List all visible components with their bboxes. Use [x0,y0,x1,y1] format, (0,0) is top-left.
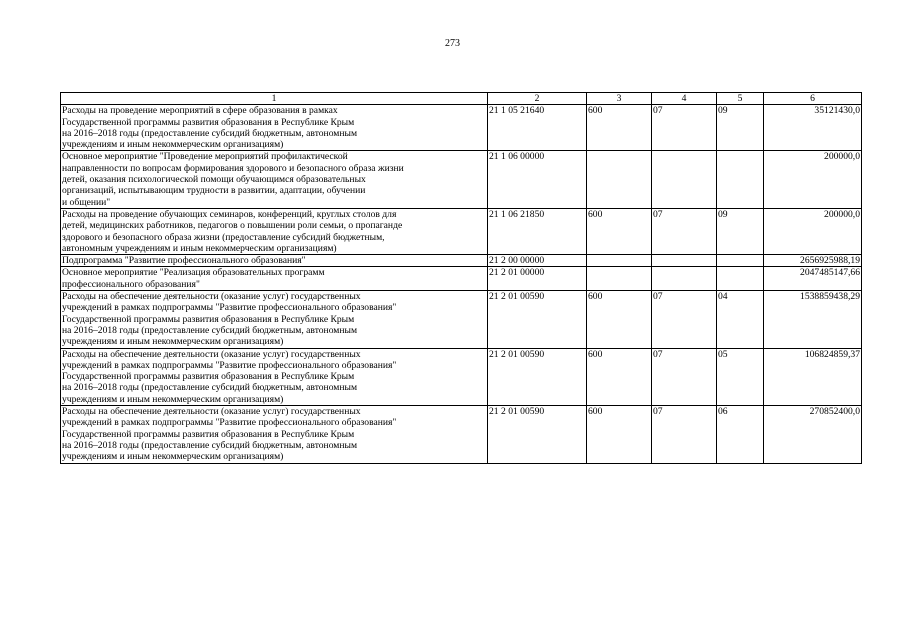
description-line: Расходы на проведение мероприятий в сфере образования в рамках [62,105,338,117]
description-line: учреждений в рамках подпрограммы "Развитие профессионального образования" [62,302,397,314]
description-line: Государственной программы развития образования в Республике Крым [62,313,355,325]
description-line: учреждениям и иным некоммерческим организациям) [62,139,284,151]
row-description [61,255,488,267]
section-code: 07 [652,406,717,463]
header-row [61,93,862,105]
table-row [61,291,862,348]
page-number: 273 [445,38,460,49]
description-line: Основное мероприятие "Реализация образовательных программ [62,267,325,279]
budget-table [60,92,862,464]
amount: 2047485147,66 [764,267,862,291]
table-row [61,105,862,151]
row-description [61,406,488,463]
amount: 2656925988,19 [764,255,862,267]
section-code: 07 [652,291,717,348]
description-line: Государственной программы развития образования в Республике Крым [62,428,355,440]
expense-type-code: 600 [587,291,652,348]
description-line: учреждений в рамках подпрограммы "Развитие профессионального образования" [62,359,397,371]
target-article-code: 21 1 06 00000 [488,151,587,208]
header-col-5: 5 [717,93,764,105]
description-line: Расходы на обеспечение деятельности (оказание услуг) государственных [62,291,361,303]
description-line: учреждениям и иным некоммерческим организациям) [62,451,284,463]
table-row [61,348,862,405]
row-description [61,105,488,151]
expense-type-code [587,267,652,291]
description-line: организаций, испытывающим трудности в развитии, адаптации, обучении [62,185,366,197]
row-description [61,348,488,405]
description-line: Подпрограмма "Развитие профессионального образования" [62,255,306,267]
table-body [61,105,862,463]
header-col-3: 3 [587,93,652,105]
expense-type-code [587,151,652,208]
row-description [61,291,488,348]
target-article-code: 21 1 06 21850 [488,208,587,254]
description-line: на 2016–2018 годы (предоставление субсидий бюджетным, автономным [62,127,358,139]
table-row [61,267,862,291]
section-code [652,267,717,291]
subsection-code: 09 [717,208,764,254]
amount: 106824859,37 [764,348,862,405]
amount: 1538859438,29 [764,291,862,348]
description-line: на 2016–2018 годы (предоставление субсидий бюджетным, автономным [62,439,358,451]
table-row [61,208,862,254]
row-description [61,267,488,291]
subsection-code [717,255,764,267]
target-article-code: 21 1 05 21640 [488,105,587,151]
description-line: на 2016–2018 годы (предоставление субсидий бюджетным, автономным [62,324,358,336]
description-line: Государственной программы развития образования в Республике Крым [62,371,355,383]
table-row [61,151,862,208]
target-article-code: 21 2 01 00000 [488,267,587,291]
expense-type-code: 600 [587,348,652,405]
subsection-code [717,267,764,291]
target-article-code: 21 2 00 00000 [488,255,587,267]
target-article-code: 21 2 01 00590 [488,291,587,348]
expense-type-code: 600 [587,406,652,463]
subsection-code [717,151,764,208]
row-description [61,151,488,208]
header-col-2: 2 [488,93,587,105]
header-col-4: 4 [652,93,717,105]
description-line: профессионального образования" [62,278,200,290]
description-line: здорового и безопасного образа жизни (предоставление субсидий бюджетным, [62,231,385,243]
description-line: детей, оказания психологической помощи обучающимся образовательных [62,174,366,186]
description-line: на 2016–2018 годы (предоставление субсидий бюджетным, автономным [62,382,358,394]
amount: 35121430,0 [764,105,862,151]
section-code [652,151,717,208]
amount: 270852400,0 [764,406,862,463]
target-article-code: 21 2 01 00590 [488,406,587,463]
table-row [61,406,862,463]
table-row [61,255,862,267]
subsection-code: 05 [717,348,764,405]
section-code: 07 [652,208,717,254]
section-code: 07 [652,105,717,151]
description-line: Расходы на проведение обучающих семинаров, конференций, круглых столов для [62,208,397,220]
target-article-code: 21 2 01 00590 [488,348,587,405]
expense-type-code [587,255,652,267]
description-line: детей, медицинских работников, педагогов о повышении роли семьи, о пропаганде [62,220,403,232]
header-col-6: 6 [764,93,862,105]
section-code [652,255,717,267]
description-line: учреждений в рамках подпрограммы "Развитие профессионального образования" [62,417,397,429]
description-line: и общении" [62,196,111,208]
amount: 200000,0 [764,151,862,208]
amount: 200000,0 [764,208,862,254]
expense-type-code: 600 [587,105,652,151]
description-line: Расходы на обеспечение деятельности (оказание услуг) государственных [62,348,361,360]
description-line: автономным учреждениям и иным некоммерческим организациям) [62,242,337,254]
header-col-1: 1 [61,93,488,105]
description-line: Государственной программы развития образования в Республике Крым [62,116,355,128]
row-description [61,208,488,254]
description-line: направленности по вопросам формирования здорового и безопасного образа жизни [62,162,404,174]
subsection-code: 06 [717,406,764,463]
subsection-code: 04 [717,291,764,348]
expense-type-code: 600 [587,208,652,254]
description-line: учреждениям и иным некоммерческим организациям) [62,336,284,348]
section-code: 07 [652,348,717,405]
description-line: учреждениям и иным некоммерческим организациям) [62,393,284,405]
description-line: Основное мероприятие "Проведение мероприятий профилактической [62,151,348,163]
subsection-code: 09 [717,105,764,151]
description-line: Расходы на обеспечение деятельности (оказание услуг) государственных [62,406,361,418]
